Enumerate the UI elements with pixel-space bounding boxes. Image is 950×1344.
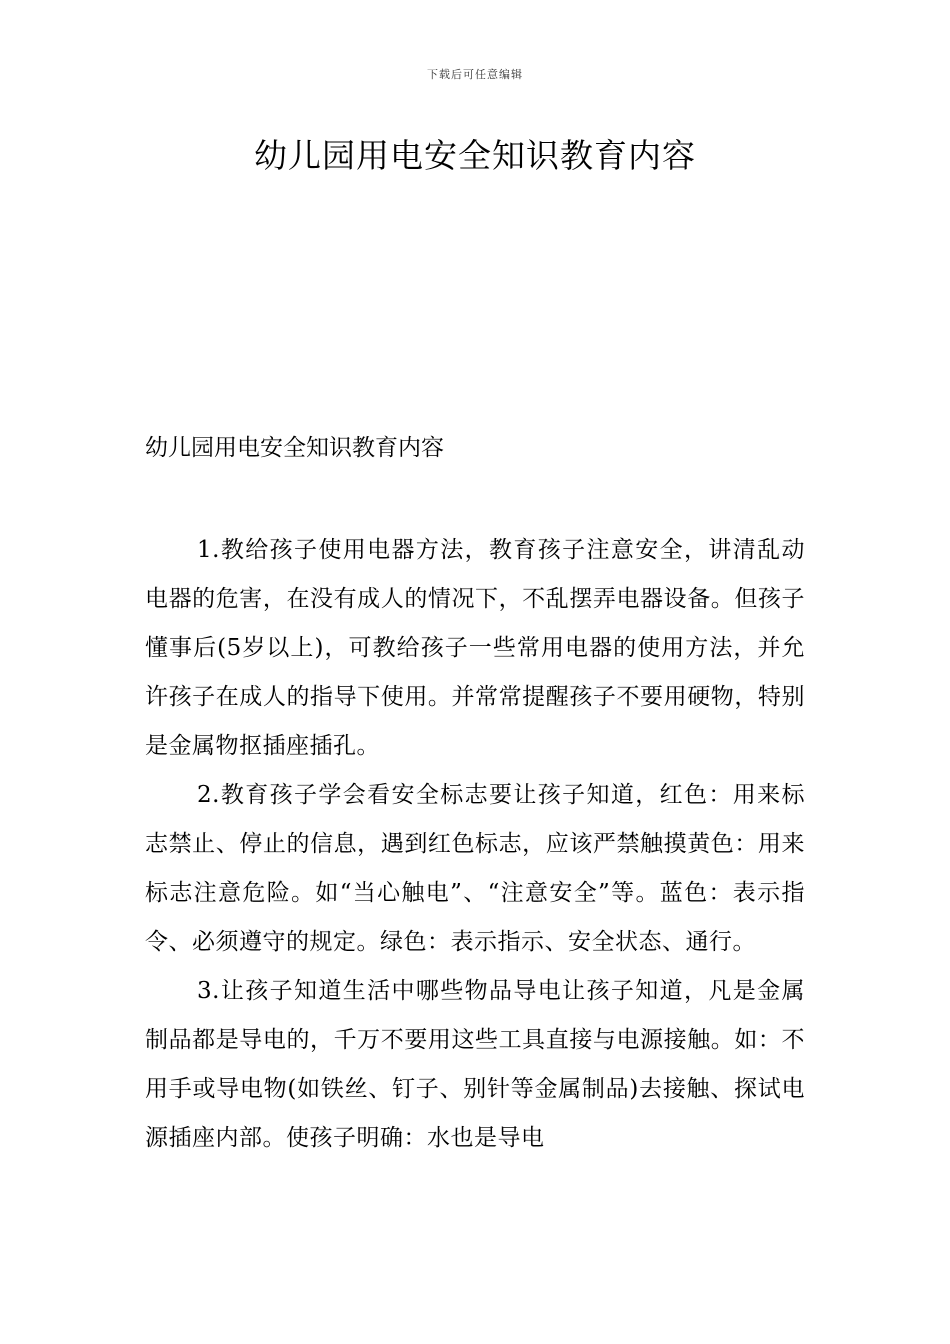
paragraph-1: 1.教给孩子使用电器方法，教育孩子注意安全，讲清乱动电器的危害，在没有成人的情况下，不乱摆弄电器设备。但孩子懂事后(5岁以上)，可教给孩子一些常用电器的使用方法，并允许孩子在成人的指导下使用。并常常提醒孩子不要用硬物，特别是金属物抠插座插孔。 [145,537,805,759]
document-body [145,526,805,1163]
paragraph-2: 2.教育孩子学会看安全标志要让孩子知道，红色：用来标志禁止、停止的信息，遇到红色标志，应该严禁触摸黄色：用来标志注意危险。如“当心触电”、“注意安全”等。蓝色：表示指令、必须遵守的规定。绿色：表示指示、安全状态、通行。 [145,782,805,955]
paragraph-3: 3.让孩子知道生活中哪些物品导电让孩子知道，凡是金属制品都是导电的，千万不要用这些工具直接与电源接触。如：不用手或导电物(如铁丝、钉子、别针等金属制品)去接触、探试电源插座内部。使孩子明确：水也是导电 [145,978,805,1151]
header-note: 下载后可任意编辑 [427,68,523,81]
document-subtitle: 幼儿园用电安全知识教育内容 [145,435,444,461]
document-title: 幼儿园用电安全知识教育内容 [254,136,696,175]
